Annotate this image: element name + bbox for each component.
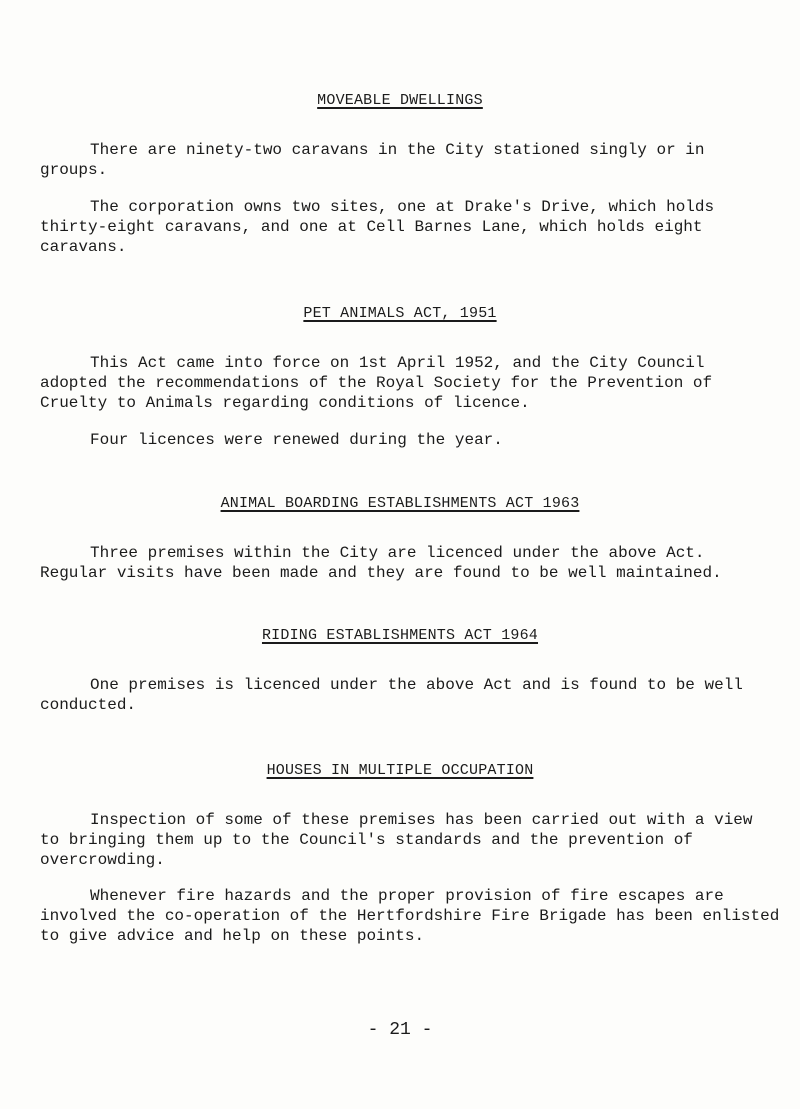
paragraph-caravans-count: There are ninety-two caravans in the City stationed singly or in groups.	[40, 141, 705, 179]
heading-riding-establishments: RIDING ESTABLISHMENTS ACT 1964	[261, 627, 539, 644]
paragraph-riding-premises: One premises is licenced under the above Act and is found to be well conducted.	[40, 676, 743, 714]
heading-moveable-dwellings: MOVEABLE DWELLINGS	[317, 92, 483, 109]
paragraph-pet-act-force: This Act came into force on 1st April 1952, and the City Council adopted the recommendations of the Royal Society for the Prevention of Cruelty to Animals regarding conditions of licence.	[40, 354, 713, 412]
page-number: - 21 -	[367, 1020, 433, 1040]
heading-pet-animals-act: PET ANIMALS ACT, 1951	[303, 305, 497, 322]
paragraph-licences-renewed: Four licences were renewed during the year.	[90, 431, 503, 449]
paragraph-corporation-sites: The corporation owns two sites, one at Drake's Drive, which holds thirty-eight caravans, and one at Cell Barnes Lane, which holds eight caravans.	[40, 198, 715, 256]
paragraph-boarding-premises: Three premises within the City are licenced under the above Act. Regular visits have been made and they are found to be well maintained.	[40, 544, 722, 582]
heading-houses-multiple-occupation: HOUSES IN MULTIPLE OCCUPATION	[266, 762, 534, 779]
heading-animal-boarding: ANIMAL BOARDING ESTABLISHMENTS ACT 1963	[220, 495, 580, 512]
paragraph-inspection: Inspection of some of these premises has been carried out with a view to bringing them up to the Council's standards and the prevention of overcrowding.	[40, 811, 753, 869]
paragraph-fire-hazards: Whenever fire hazards and the proper provision of fire escapes are involved the co-operation of the Hertfordshire Fire Brigade has been enlisted to give advice and help on these points.	[40, 887, 780, 945]
